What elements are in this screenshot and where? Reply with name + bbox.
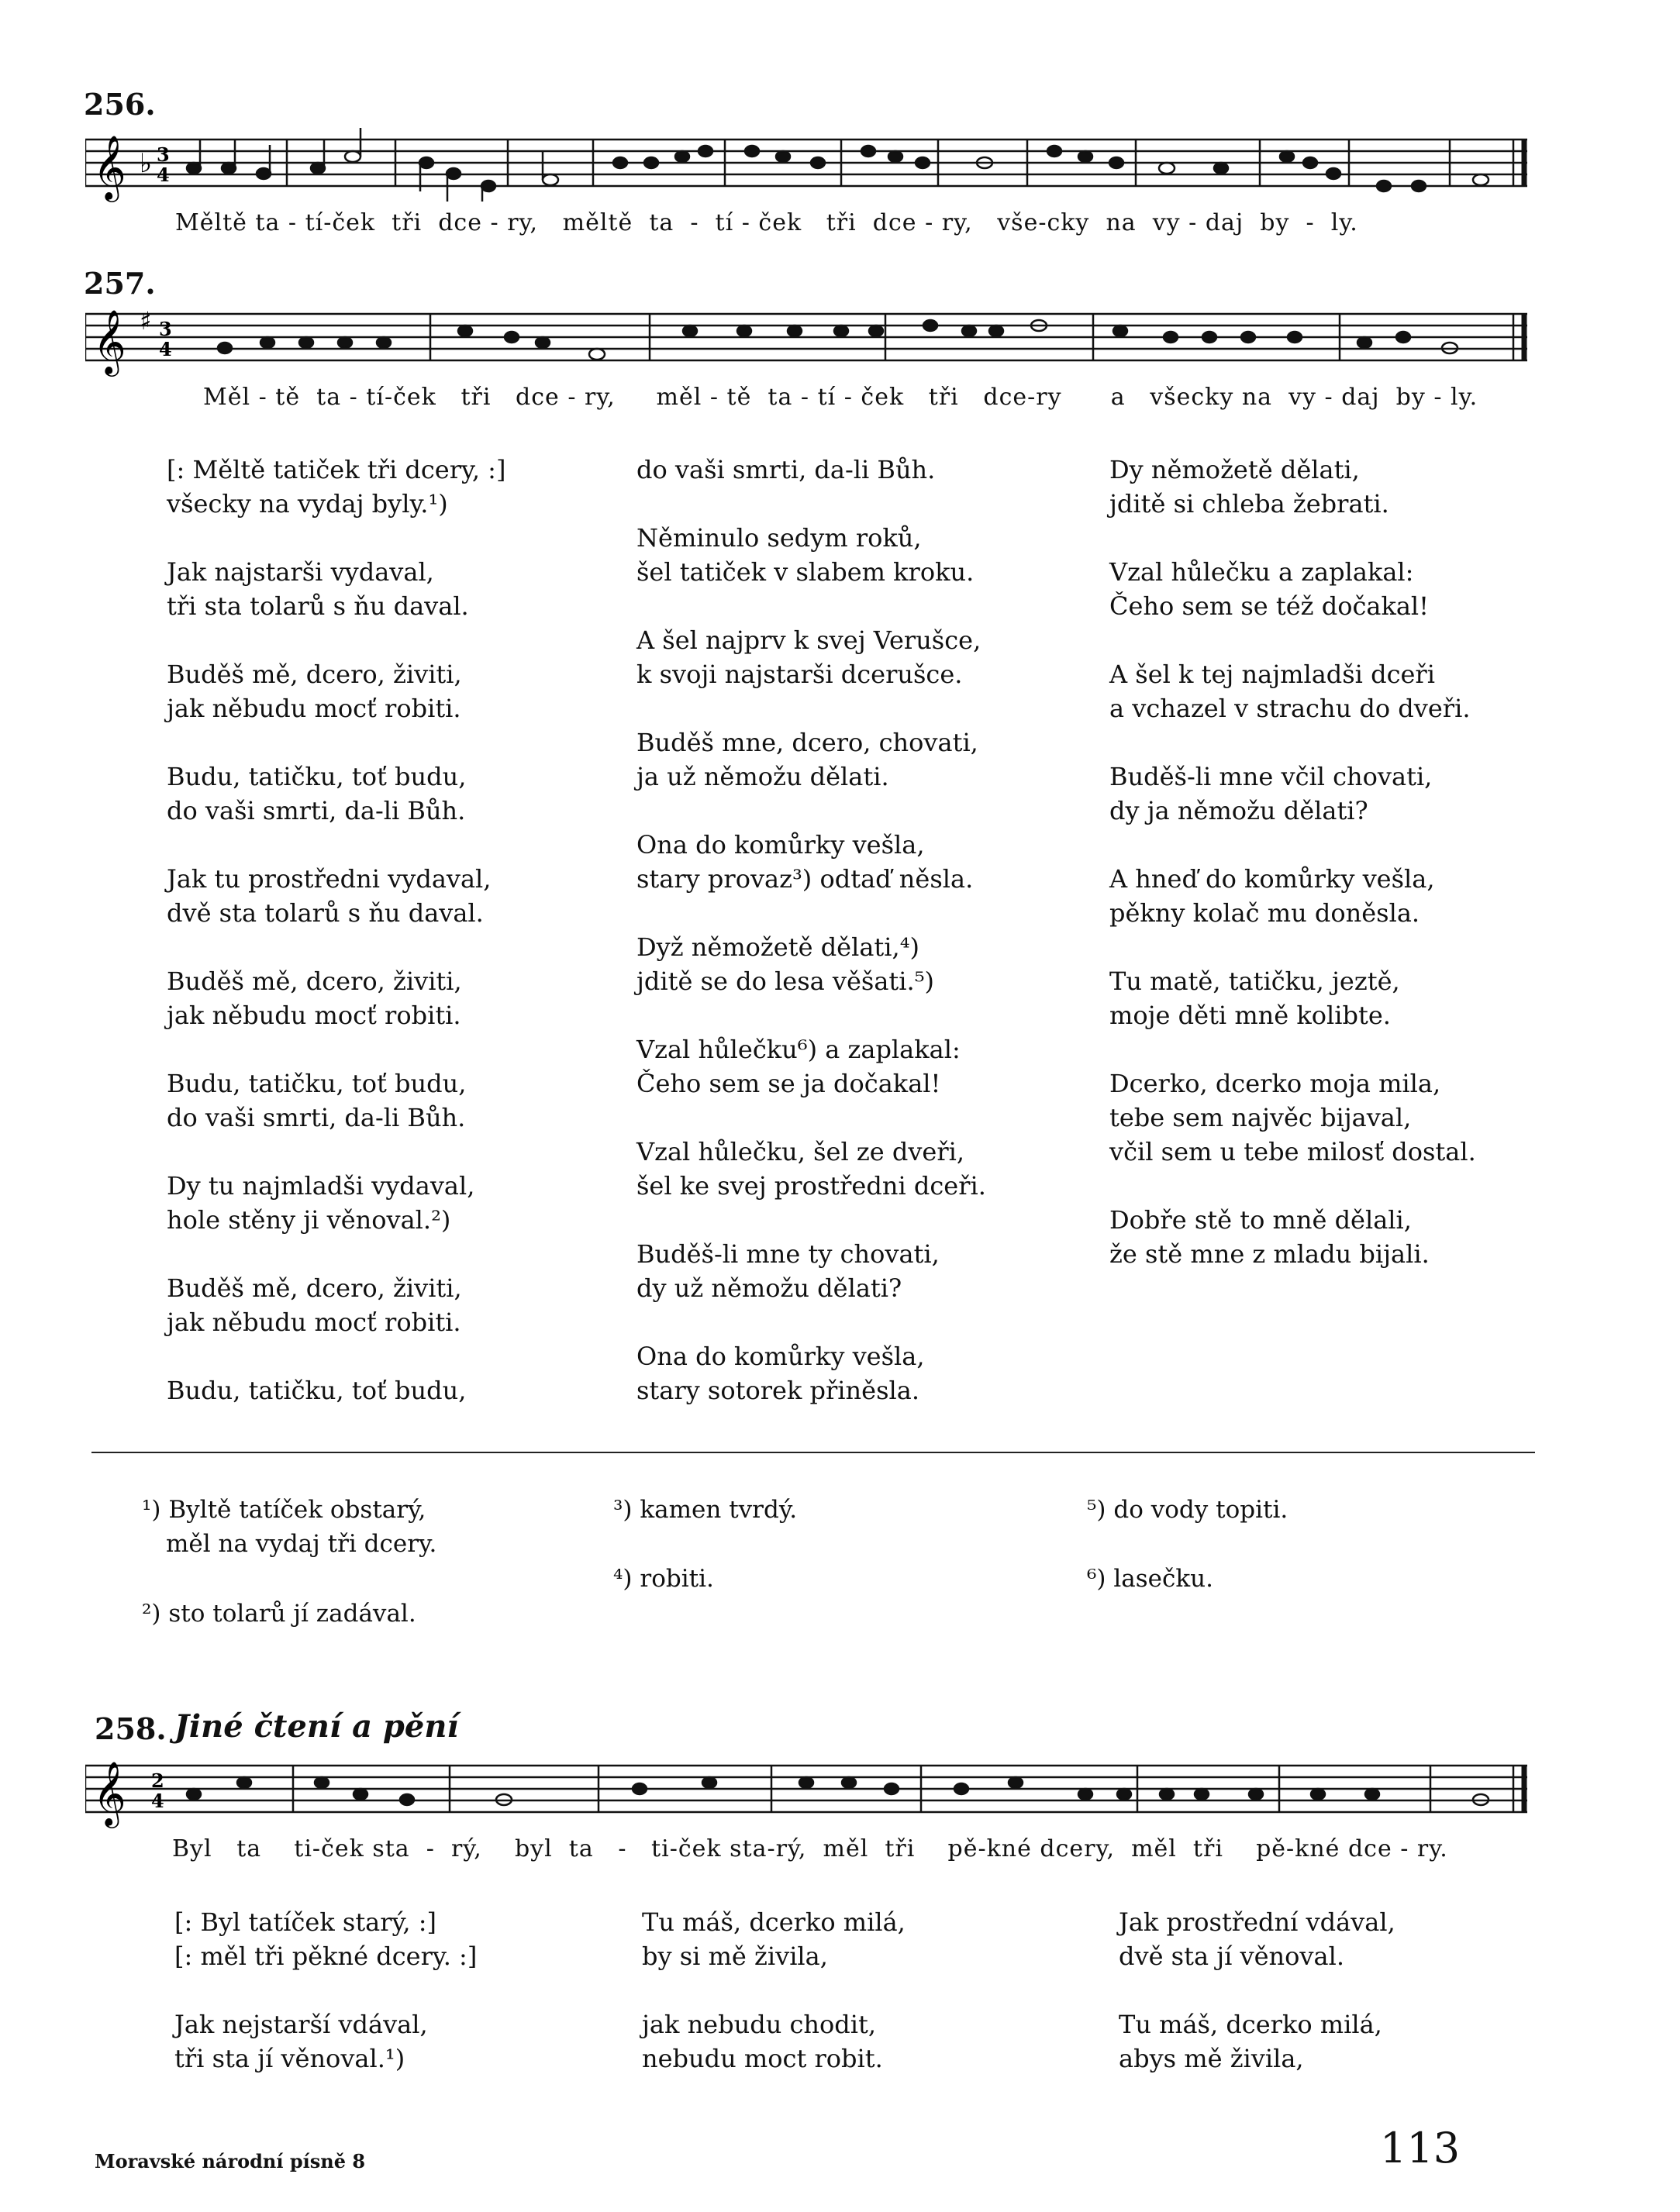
stanza-line: A šel k tej najmladši dceři bbox=[1109, 660, 1435, 689]
stanza bbox=[167, 1066, 505, 1135]
stanza-line: k svoji najstarši dcerušce. bbox=[636, 660, 963, 689]
lyrics-258: Byl ta ti-ček sta - rý, byl ta - ti-ček sta-rý, měl tři pě-kné dcery, měl tři pě-kné dce - ry. bbox=[172, 1835, 1448, 1862]
stanza-line: dy ja němožu dělati? bbox=[1109, 796, 1368, 825]
stanza-line: Jak nejstarší vdával, bbox=[174, 2010, 428, 2039]
song-number-256: 256. bbox=[84, 87, 156, 122]
stanza bbox=[1109, 555, 1476, 623]
stanza-line: jditě si chleba žebrati. bbox=[1109, 489, 1389, 519]
stanza-line: Buděš mě, dcero, živiti, bbox=[167, 1273, 462, 1303]
stanza bbox=[167, 1271, 505, 1339]
svg-text:3: 3 bbox=[159, 318, 172, 340]
stanza-line: a vchazel v strachu do dveři. bbox=[1109, 694, 1471, 723]
stanza-line: [: Byl tatíček starý, :] bbox=[174, 1907, 436, 1937]
stanza-line: Vzal hůlečku⁶) a zaplakal: bbox=[636, 1035, 961, 1064]
stanza-line: Čeho sem se ja dočakal! bbox=[636, 1069, 941, 1098]
stanza-line: Buděš-li mne včil chovati, bbox=[1109, 762, 1433, 791]
svg-text:𝄞: 𝄞 bbox=[93, 134, 126, 199]
svg-text:4: 4 bbox=[151, 1790, 164, 1812]
stanza bbox=[1109, 1066, 1476, 1169]
stanza-line: Dobře stě to mně dělali, bbox=[1109, 1205, 1412, 1235]
stanza bbox=[636, 1339, 986, 1407]
stanza-line: stary provaz³) odtaď něsla. bbox=[636, 864, 974, 894]
svg-text:𝄞: 𝄞 bbox=[93, 308, 126, 374]
footnote-3: ³) kamen tvrdý. bbox=[613, 1496, 798, 1524]
stanza-line: [: Měltě tatiček tři dcery, :] bbox=[167, 455, 506, 484]
stanza bbox=[1109, 862, 1476, 930]
stanza-line: jditě se do lesa věšati.⁵) bbox=[636, 966, 934, 996]
stanza-line: Ona do komůrky vešla, bbox=[636, 830, 925, 860]
stanza bbox=[636, 1237, 986, 1305]
stanza-line: stary sotorek přiněsla. bbox=[636, 1376, 919, 1405]
stanza bbox=[167, 453, 505, 521]
stanza-line: Budu, tatičku, toť budu, bbox=[167, 762, 467, 791]
stanza-line: do vaši smrti, da-li Bůh. bbox=[167, 796, 466, 825]
stanza bbox=[167, 1373, 505, 1407]
stanza bbox=[1119, 1905, 1395, 1973]
stanza bbox=[636, 725, 986, 794]
stanza-line: dy už němožu dělati? bbox=[636, 1273, 902, 1303]
stanza-line: Čeho sem se též dočakal! bbox=[1109, 591, 1430, 621]
stanza bbox=[167, 1169, 505, 1237]
music-staff-258 bbox=[85, 1750, 1535, 1835]
stanza-line: šel ke svej prostředni dceři. bbox=[636, 1171, 986, 1201]
stanza bbox=[1109, 964, 1476, 1032]
stanza bbox=[636, 930, 986, 998]
stanza bbox=[167, 862, 505, 930]
stanza-line: že stě mne z mladu bijali. bbox=[1109, 1239, 1430, 1269]
stanza-line: ja už němožu dělati. bbox=[636, 762, 889, 791]
stanza-line: včil sem u tebe milosť dostal. bbox=[1109, 1137, 1476, 1166]
stanza-line: Jak tu prostředni vydaval, bbox=[167, 864, 492, 894]
stanza-line: dvě sta jí věnoval. bbox=[1119, 1942, 1344, 1971]
stanza-line: nebudu moct robit. bbox=[642, 2044, 883, 2073]
stanza-line: Buděš mě, dcero, živiti, bbox=[167, 966, 462, 996]
stanza-line: šel tatiček v slabem kroku. bbox=[636, 557, 975, 587]
svg-text:♭: ♭ bbox=[140, 148, 153, 179]
page-number: 113 bbox=[1380, 2124, 1461, 2172]
stanza bbox=[636, 453, 986, 487]
footnote-2: ²) sto tolarů jí zadával. bbox=[142, 1600, 416, 1628]
stanza bbox=[1109, 453, 1476, 521]
stanza-line: Jak najstarši vydaval, bbox=[167, 557, 434, 587]
stanza-line: Budu, tatičku, toť budu, bbox=[167, 1069, 467, 1098]
stanza-line: Tu máš, dcerko milá, bbox=[642, 1907, 906, 1937]
stanza bbox=[636, 1135, 986, 1203]
stanza-column-2 bbox=[636, 453, 986, 1442]
lyrics-256: Měltě ta - tí-ček tři dce - ry, měltě ta - tí - ček tři dce - ry, vše-cky na vy - daj by - ly. bbox=[175, 209, 1358, 236]
music-staff-256 bbox=[85, 124, 1535, 209]
stanza-line: tři sta tolarů s ňu daval. bbox=[167, 591, 469, 621]
stanza-line: Buděš-li mne ty chovati, bbox=[636, 1239, 940, 1269]
stanza bbox=[167, 760, 505, 828]
stanza-line: tebe sem najvěc bijaval, bbox=[1109, 1103, 1412, 1132]
stanza-line: moje děti mně kolibte. bbox=[1109, 1001, 1391, 1030]
stanza-line: [: měl tři pěkné dcery. :] bbox=[174, 1942, 478, 1971]
stanza-line: Tu matě, tatičku, jeztě, bbox=[1109, 966, 1400, 996]
footnote-4: ⁴) robiti. bbox=[613, 1565, 714, 1593]
svg-text:4: 4 bbox=[157, 164, 170, 186]
footer-source: Moravské národní písně 8 bbox=[95, 2150, 366, 2172]
stanza-line: by si mě živila, bbox=[642, 1942, 828, 1971]
lyrics-257: Měl - tě ta - tí-ček tři dce - ry, měl - tě ta - tí - ček tři dce-ry a všecky na vy - daj by - ly. bbox=[203, 384, 1478, 411]
stanza-258-column-2 bbox=[642, 1905, 906, 2110]
stanza-line: Jak prostřední vdával, bbox=[1119, 1907, 1395, 1937]
stanza-line: Buděš mě, dcero, živiti, bbox=[167, 660, 462, 689]
stanza-line: pěkny kolač mu doněsla. bbox=[1109, 898, 1420, 928]
song-title-258: Jiné čtení a pění bbox=[174, 1708, 459, 1745]
stanza-line: A šel najprv k svej Verušce, bbox=[636, 625, 981, 655]
music-staff-257 bbox=[85, 298, 1535, 384]
stanza-line: všecky na vydaj byly.¹) bbox=[167, 489, 448, 519]
svg-text:2: 2 bbox=[151, 1769, 164, 1792]
stanza bbox=[642, 1905, 906, 1973]
stanza-line: jak něbudu mocť robiti. bbox=[167, 694, 461, 723]
stanza bbox=[636, 623, 986, 691]
stanza-258-column-3 bbox=[1119, 1905, 1395, 2110]
svg-text:𝄞: 𝄞 bbox=[93, 1760, 126, 1825]
stanza-line: A hneď do komůrky vešla, bbox=[1109, 864, 1435, 894]
stanza-line: jak nebudu chodit, bbox=[642, 2010, 877, 2039]
svg-text:3: 3 bbox=[157, 143, 170, 166]
stanza bbox=[636, 521, 986, 589]
stanza-line: Dyž němožetě dělati,⁴) bbox=[636, 932, 919, 962]
stanza bbox=[174, 1905, 477, 1973]
footnote-5: ⁵) do vody topiti. bbox=[1087, 1496, 1288, 1524]
stanza bbox=[174, 2007, 477, 2076]
song-number-258: 258. bbox=[95, 1711, 167, 1746]
song-number-257: 257. bbox=[84, 266, 156, 301]
stanza bbox=[1109, 657, 1476, 725]
svg-text:4: 4 bbox=[159, 338, 172, 360]
stanza-line: Vzal hůlečku a zaplakal: bbox=[1109, 557, 1414, 587]
stanza-line: Ona do komůrky vešla, bbox=[636, 1342, 925, 1371]
stanza bbox=[636, 828, 986, 896]
stanza-line: jak něbudu mocť robiti. bbox=[167, 1308, 461, 1337]
stanza bbox=[167, 964, 505, 1032]
stanza-258-column-1 bbox=[174, 1905, 477, 2110]
footnote-1 bbox=[142, 1493, 436, 1561]
stanza bbox=[167, 555, 505, 623]
stanza-line: Tu máš, dcerko milá, bbox=[1119, 2010, 1382, 2039]
stanza-line: jak něbudu mocť robiti. bbox=[167, 1001, 461, 1030]
svg-text:♯: ♯ bbox=[140, 306, 152, 336]
stanza-line: do vaši smrti, da-li Bůh. bbox=[636, 455, 936, 484]
stanza-column-1 bbox=[167, 453, 505, 1442]
stanza bbox=[167, 657, 505, 725]
stanza bbox=[636, 1032, 986, 1101]
stanza-line: Dcerko, dcerko moja mila, bbox=[1109, 1069, 1441, 1098]
stanza bbox=[1109, 760, 1476, 828]
stanza-line: dvě sta tolarů s ňu daval. bbox=[167, 898, 484, 928]
stanza-line: Dy němožetě dělati, bbox=[1109, 455, 1360, 484]
stanza bbox=[1109, 1203, 1476, 1271]
stanza-line: Buděš mne, dcero, chovati, bbox=[636, 728, 978, 757]
stanza-line: abys mě živila, bbox=[1119, 2044, 1304, 2073]
stanza-line: tři sta jí věnoval.¹) bbox=[174, 2044, 405, 2073]
stanza bbox=[642, 2007, 906, 2076]
footnote-6: ⁶) lasečku. bbox=[1087, 1565, 1213, 1593]
stanza-line: Něminulo sedym roků, bbox=[636, 523, 922, 553]
stanza-line: hole stěny ji věnoval.²) bbox=[167, 1205, 451, 1235]
stanza-line: do vaši smrti, da-li Bůh. bbox=[167, 1103, 466, 1132]
stanza-line: Budu, tatičku, toť budu, bbox=[167, 1376, 467, 1405]
stanza-column-3 bbox=[1109, 453, 1476, 1305]
stanza-line: Dy tu najmladši vydaval, bbox=[167, 1171, 475, 1201]
stanza bbox=[1119, 2007, 1395, 2076]
stanza-line: Vzal hůlečku, šel ze dveři, bbox=[636, 1137, 965, 1166]
footnote-1-line-2: měl na vydaj tři dcery. bbox=[166, 1530, 437, 1558]
footnote-1-line-1: ¹) Byltě tatíček obstarý, bbox=[142, 1496, 426, 1524]
footnote-divider bbox=[91, 1452, 1535, 1453]
